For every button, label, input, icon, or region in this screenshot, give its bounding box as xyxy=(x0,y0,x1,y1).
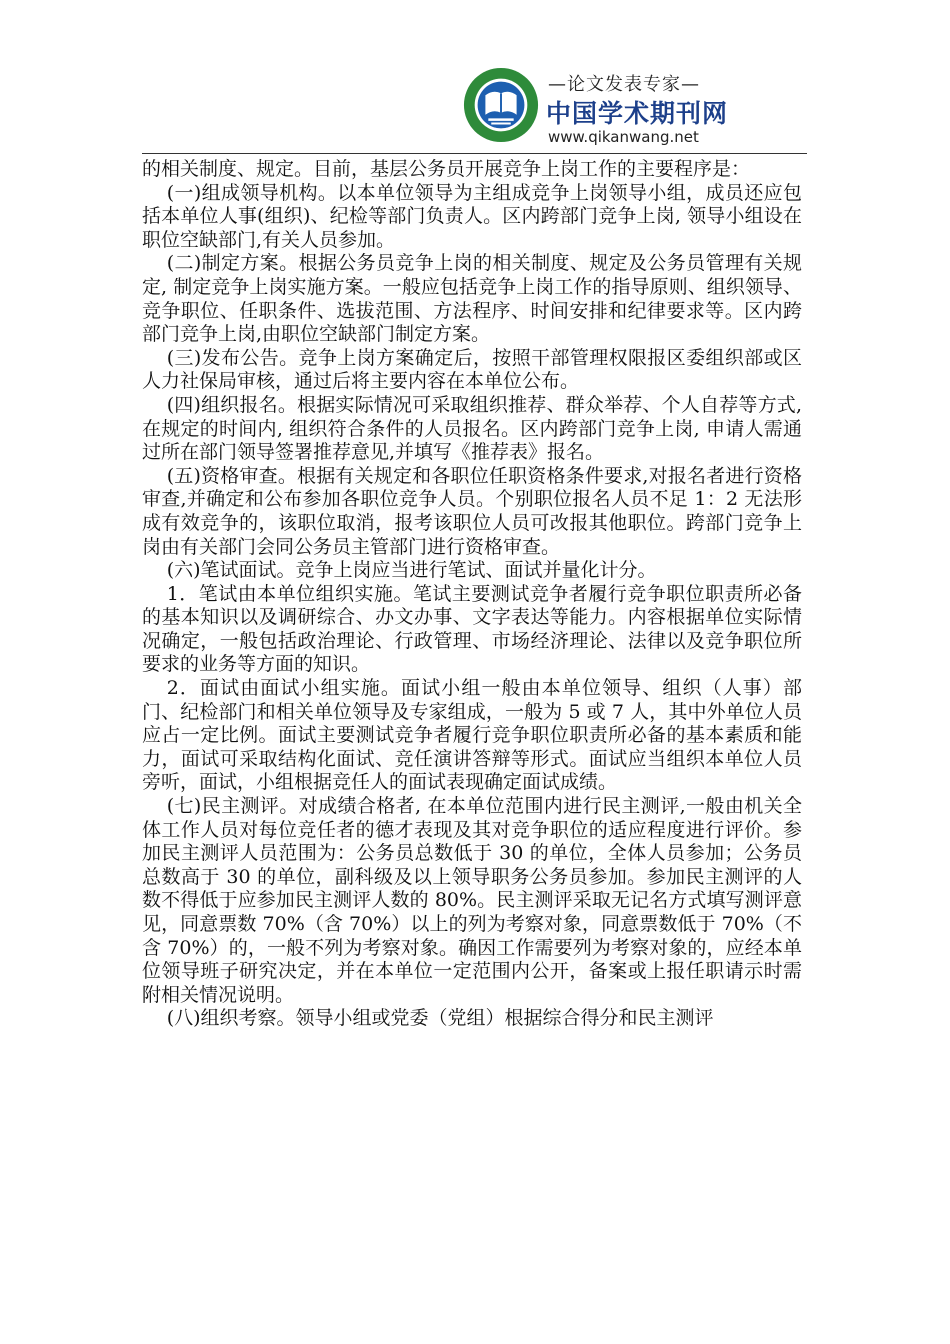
paragraph-6: (六)笔试面试。竞争上岗应当进行笔试、面试并量化计分。 xyxy=(166,559,657,582)
paragraph-0: 的相关制度、规定。目前，基层公务员开展竞争上岗工作的主要程序是： xyxy=(142,158,751,180)
logo-site-name: 中国学术期刊网 xyxy=(546,99,729,128)
page-header xyxy=(0,0,950,155)
paragraph-10: (八)组织考察。领导小组或党委（党组）根据综合得分和民主测评 xyxy=(166,1007,714,1030)
site-logo-icon xyxy=(462,66,540,144)
logo-slogan: —论文发表专家— xyxy=(548,74,700,95)
paragraph-1: (一)组成领导机构。以本单位领导为主组成竞争上岗领导小组，成员还应包括本单位人事(组织)、纪检等部门负责人。区内跨部门竞争上岗, 领导小组设在职位空缺部门,有关人员参加。 xyxy=(142,181,802,251)
paragraph-2: (二)制定方案。根据公务员竞争上岗的相关制度、规定及公务员管理有关规定, 制定竞争上岗实施方案。一般应包括竞争上岗工作的指导原则、组织领导、竞争职位、任职条件、选拔范围、方法程序、时间安排和纪律要求等。区内跨部门竞争上岗,由职位空缺部门制定方案。 xyxy=(142,252,802,346)
paragraph-3: (三)发布公告。竞争上岗方案确定后，按照干部管理权限报区委组织部或区人力社保局审核，通过后将主要内容在本单位公布。 xyxy=(142,346,802,393)
logo-site-url: www.qikanwang.net xyxy=(548,128,699,146)
paragraph-7: 1．笔试由本单位组织实施。笔试主要测试竞争者履行竞争职位职责所必备的基本知识以及调研综合、办文办事、文字表达等能力。内容根据单位实际情况确定，一般包括政治理论、行政管理、市场经济理论、法律以及竞争职位所要求的业务等方面的知识。 xyxy=(142,582,802,676)
header-divider xyxy=(142,153,807,154)
paragraph-5: (五)资格审查。根据有关规定和各职位任职资格条件要求,对报名者进行资格审查,并确定和公布参加各职位竞争人员。个别职位报名人员不足 1：2 无法形成有效竞争的，该职位取消，报考该职位人员可改报其他职位。跨部门竞争上岗由有关部门会同公务员主管部门进行资格审查。 xyxy=(142,464,802,558)
paragraph-4: (四)组织报名。根据实际情况可采取组织推荐、群众举荐、个人自荐等方式, 在规定的时间内, 组织符合条件的人员报名。区内跨部门竞争上岗, 申请人需通过所在部门领导签署推荐意见,并填写《推荐表》报名。 xyxy=(142,393,802,464)
paragraph-9: (七)民主测评。对成绩合格者, 在本单位范围内进行民主测评,一般由机关全体工作人员对每位竞任者的德才表现及其对竞争职位的适应程度进行评价。参加民主测评人员范围为：公务员总数低于 30 的单位，全体人员参加；公务员总数高于 30 的单位，副科级及以上领导职务公务员参加。参加民主测评的人数不得低于应参加民主测评人数的 80%。民主测评采取无记名方式填写测评意见，同意票数 70%（含 70%）以上的列为考察对象，同意票数低于 70%（不含 70%）的，一般不列为考察对象。确因工作需要列为考察对象的，应经本单位领导班子研究决定，并在本单位一定范围内公开，备案或上报任职请示时需附相关情况说明。 xyxy=(142,795,802,1006)
article-body xyxy=(142,158,802,1031)
paragraph-8: 2．面试由面试小组实施。面试小组一般由本单位领导、组织（人事）部门、纪检部门和相关单位领导及专家组成，一般为 5 或 7 人，其中外单位人员应占一定比例。面试主要测试竞争者履行竞争职位职责所必备的基本素质和能力，面试可采取结构化面试、竞任演讲答辩等形式。面试应当组织本单位人员旁听，面试，小组根据竞任人的面试表现确定面试成绩。 xyxy=(142,677,802,794)
